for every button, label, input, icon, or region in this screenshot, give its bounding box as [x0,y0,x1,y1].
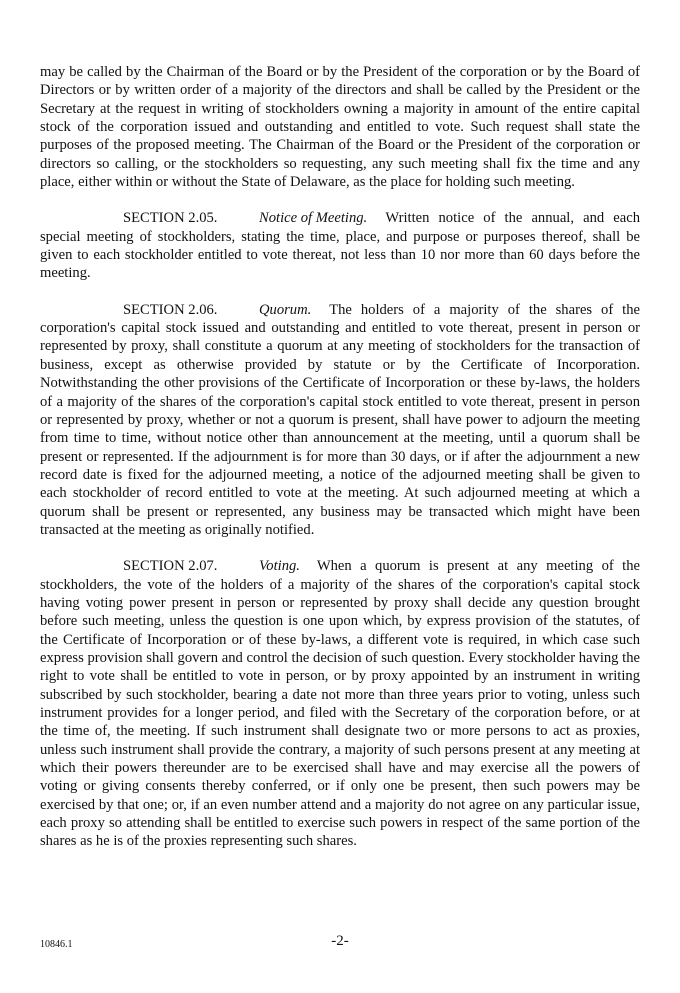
section-body: When a quorum is present at any meeting of the stockholders, the vote of the holders of a majority of the shares of the corporation's capital stock having voting power present in person or represented by proxy shall decide any question brought before such meeting, unless the question is one upon which, by express provision of the statutes, of the Certificate of Incorporation or of these by-laws, a different vote is required, in which case such express provision shall govern and control the decision of such question. Every stockholder having the right to vote shall be entitled to vote in person, or by proxy appointed by an instrument in writing subscribed by such stockholder, bearing a date not more than three years prior to voting, unless such instrument provides for a longer period, and filed with the Secretary of the corporation before, or at the time of, the meeting. If such instrument shall designate two or more persons to act as proxies, unless such instrument shall provide the contrary, a majority of such persons present at any meeting at which their powers thereunder are to be exercised shall have and may exercise all the powers of voting or giving consents thereby conferred, or if only one be present, then such powers may be exercised by that one; or, if an even number attend and a majority do not agree on any particular issue, each proxy so attending shall be entitled to exercise such powers in respect of the same portion of the shares as he is of the proxies representing such shares. [40,558,640,850]
section-title: Voting. [259,558,300,575]
section-title: Notice of Meeting. [259,210,368,227]
section-body: Written notice of the annual, and each special meeting of stockholders, stating the time, place, and purpose or purposes thereof, shall be given to each stockholder entitled to vote thereat, not less than 10 nor more than 60 days before the meeting. [40,210,640,282]
document-body [40,63,640,869]
section-heading [40,209,367,227]
section-2-07 [40,557,640,851]
continuation-paragraph: may be called by the Chairman of the Board or by the President of the corporation or by the Board of Directors or by written order of a majority of the directors and shall be called by the President or the Secretary at the request in writing of stockholders owning a majority in amount of the entire capital stock of the corporation issued and outstanding and entitled to vote. Such request shall state the purposes of the proposed meeting. The Chairman of the Board or the President of the corporation or directors so calling, or the stockholders so requesting, any such meeting shall fix the time and any place, either within or without the State of Delaware, as the place for holding such meeting. [40,64,640,191]
section-2-06 [40,301,640,539]
section-2-05 [40,209,640,282]
page-number: -2- [331,933,349,949]
section-number: SECTION 2.07. [123,558,218,575]
section-body: The holders of a majority of the shares of the corporation's capital stock issued and outstanding and entitled to vote thereat, present in person or represented by proxy, shall constitute a quorum at any meeting of stockholders for the transaction of business, except as otherwise provided by statute or by the Certificate of Incorporation. Notwithstanding the other provisions of the Certificate of Incorporation or these by-laws, the holders of a majority of the shares of the corporation's capital stock entitled to vote thereat, present in person or represented by proxy, whether or not a quorum is present, shall have power to adjourn the meeting from time to time, without notice other than announcement at the meeting, until a quorum shall be present or represented. If the adjournment is for more than 30 days, or if after the adjournment a new record date is fixed for the adjourned meeting, a notice of the adjourned meeting shall be given to each stockholder of record entitled to vote at the meeting. At such adjourned meeting at which a quorum shall be present or represented, any business may be transacted which might have been transacted at the meeting as originally notified. [40,301,641,538]
section-heading [40,557,300,575]
section-heading [40,301,311,319]
document-id: 10846.1 [40,939,73,950]
section-number: SECTION 2.06. [123,301,218,318]
section-title: Quorum. [259,301,312,318]
section-number: SECTION 2.05. [123,210,218,227]
